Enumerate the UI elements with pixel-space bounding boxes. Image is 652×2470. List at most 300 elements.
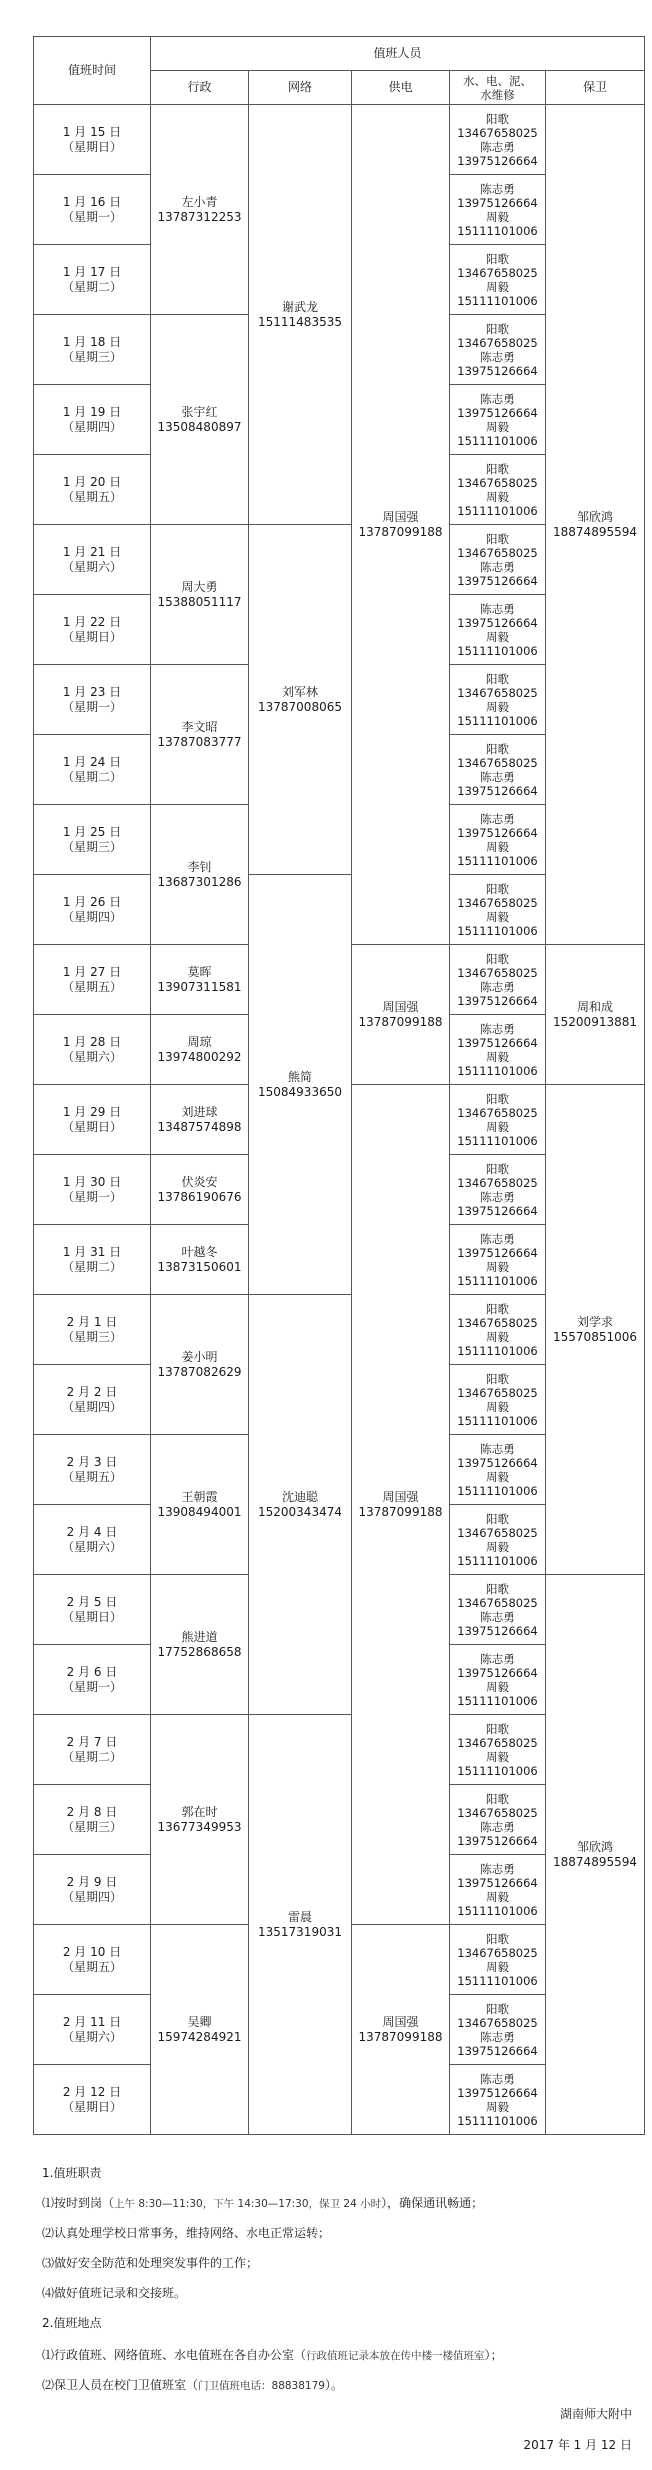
header-network: 网络 — [249, 71, 352, 105]
person-name: 周和成 — [577, 999, 614, 1014]
person-name: 陈志勇 — [480, 1231, 515, 1246]
person-name: 周国强 — [382, 2014, 419, 2029]
person-name: 阳歌 — [486, 951, 509, 966]
person-name: 周琼 — [187, 1034, 212, 1049]
person-phone: 15111101006 — [457, 923, 538, 938]
duty-date — [34, 1855, 151, 1925]
duty-table-body — [34, 105, 645, 2135]
location-item-1: ⑴行政值班、网络值班、水电值班在各自办公室（行政值班记录本放在传中楼一楼值班室）； — [42, 2348, 503, 2362]
person-name: 周毅 — [486, 209, 509, 224]
duty-date — [34, 1225, 151, 1295]
person-phone: 13677349953 — [157, 1819, 242, 1834]
duty-date — [34, 1785, 151, 1855]
person-phone: 15111101006 — [457, 223, 538, 238]
duty-date — [34, 315, 151, 385]
date-label: 2 月 5 日 — [66, 1594, 118, 1609]
date-label: 1 月 23 日 — [62, 684, 122, 699]
location-title: 2.值班地点 — [42, 2316, 102, 2330]
person-phone: 13975126664 — [457, 1203, 538, 1218]
admin-cell — [151, 315, 249, 525]
water-maintenance-cell — [450, 1155, 546, 1225]
person-phone: 13787008065 — [258, 699, 342, 714]
duty-date — [34, 1365, 151, 1435]
duty-date — [34, 1715, 151, 1785]
person-phone: 15111101006 — [457, 1483, 538, 1498]
person-name: 张宇红 — [181, 404, 218, 419]
person-phone: 13467658025 — [457, 1315, 538, 1330]
person-phone: 13975126664 — [457, 1035, 538, 1050]
person-name: 陈志勇 — [480, 769, 515, 784]
person-phone: 13787083777 — [157, 734, 242, 749]
person-phone: 13786190676 — [157, 1189, 242, 1204]
header-water-maintenance — [450, 71, 546, 105]
person-name: 沈迪聪 — [281, 1489, 318, 1504]
person-name: 周毅 — [486, 2099, 509, 2114]
person-phone: 18874895594 — [553, 1854, 637, 1869]
water-maintenance-cell — [450, 1435, 546, 1505]
person-name: 陈志勇 — [480, 1441, 515, 1456]
weekday-label: （星期二） — [61, 1749, 122, 1764]
weekday-label: （星期五） — [61, 489, 122, 504]
person-name: 阳歌 — [486, 1721, 509, 1736]
person-name: 阳歌 — [486, 881, 509, 896]
network-cell — [249, 105, 352, 525]
date-label: 1 月 19 日 — [62, 404, 122, 419]
person-phone: 13467658025 — [457, 545, 538, 560]
duty-date — [34, 1435, 151, 1505]
duty-date — [34, 1925, 151, 1995]
duty-date — [34, 385, 151, 455]
weekday-label: （星期一） — [61, 1679, 122, 1694]
person-name: 熊简 — [287, 1069, 312, 1084]
person-name: 周毅 — [486, 1259, 509, 1274]
weekday-label: （星期日） — [61, 1119, 122, 1134]
person-name: 陈志勇 — [480, 601, 515, 616]
person-name: 周毅 — [486, 489, 509, 504]
person-phone: 13975126664 — [457, 1833, 538, 1848]
duty-item-4: ⑷做好值班记录和交接班。 — [42, 2286, 187, 2300]
person-phone: 15111101006 — [457, 1273, 538, 1288]
person-phone: 13975126664 — [457, 153, 538, 168]
person-name: 周毅 — [486, 629, 509, 644]
person-name: 周大勇 — [181, 579, 218, 594]
security-cell — [546, 1085, 645, 1575]
duty-date — [34, 805, 151, 875]
person-phone: 15974284921 — [157, 2029, 242, 2044]
water-maintenance-cell — [450, 315, 546, 385]
person-phone: 15111101006 — [457, 503, 538, 518]
person-phone: 13467658025 — [457, 1945, 538, 1960]
weekday-label: （星期一） — [61, 699, 122, 714]
weekday-label: （星期四） — [61, 909, 122, 924]
person-name: 周毅 — [486, 1399, 509, 1414]
person-name: 刘学求 — [577, 1314, 614, 1329]
date-label: 2 月 11 日 — [62, 2014, 122, 2029]
admin-cell — [151, 805, 249, 945]
date-label: 2 月 8 日 — [66, 1804, 118, 1819]
weekday-label: （星期三） — [61, 839, 122, 854]
person-name: 周毅 — [486, 1539, 509, 1554]
person-name: 周毅 — [486, 909, 509, 924]
person-name: 陈志勇 — [480, 1651, 515, 1666]
person-phone: 15111101006 — [457, 2113, 538, 2128]
person-phone: 13487574898 — [157, 1119, 242, 1134]
water-maintenance-cell — [450, 1225, 546, 1295]
person-name: 阳歌 — [486, 2001, 509, 2016]
person-name: 陈志勇 — [480, 979, 515, 994]
person-phone: 13467658025 — [457, 895, 538, 910]
person-name: 姜小明 — [181, 1349, 218, 1364]
person-phone: 15111101006 — [457, 1063, 538, 1078]
power-cell — [352, 1925, 450, 2135]
person-phone: 13467658025 — [457, 1385, 538, 1400]
admin-cell — [151, 945, 249, 1015]
header-admin: 行政 — [151, 71, 249, 105]
date-label: 2 月 3 日 — [66, 1454, 118, 1469]
person-phone: 13975126664 — [457, 1665, 538, 1680]
person-name: 陈志勇 — [480, 1189, 515, 1204]
header-water-line: 水、电、泥、 — [463, 73, 532, 88]
person-name: 王朝霞 — [181, 1489, 218, 1504]
water-maintenance-cell — [450, 1785, 546, 1855]
water-maintenance-cell — [450, 2065, 546, 2135]
duty-date — [34, 1505, 151, 1575]
duty-item-2: ⑵认真处理学校日常事务，维持网络、水电正常运转； — [42, 2226, 331, 2240]
person-phone: 13467658025 — [457, 335, 538, 350]
date-label: 1 月 28 日 — [62, 1034, 122, 1049]
admin-cell — [151, 1435, 249, 1575]
water-maintenance-cell — [450, 525, 546, 595]
person-phone: 13687301286 — [157, 874, 242, 889]
person-phone: 15111101006 — [457, 293, 538, 308]
person-phone: 13508480897 — [157, 419, 242, 434]
admin-cell — [151, 105, 249, 315]
water-maintenance-cell — [450, 1925, 546, 1995]
person-name: 周毅 — [486, 1329, 509, 1344]
duty-date — [34, 665, 151, 735]
water-maintenance-cell — [450, 1015, 546, 1085]
water-maintenance-cell — [450, 1365, 546, 1435]
admin-cell — [151, 1015, 249, 1085]
person-name: 陈志勇 — [480, 181, 515, 196]
header-duty-time: 值班时间 — [34, 37, 151, 105]
person-name: 陈志勇 — [480, 811, 515, 826]
security-cell — [546, 105, 645, 945]
date-label: 1 月 24 日 — [62, 754, 122, 769]
person-name: 周毅 — [486, 699, 509, 714]
admin-cell — [151, 665, 249, 805]
person-name: 谢武龙 — [281, 299, 318, 314]
person-name: 陈志勇 — [480, 559, 515, 574]
person-name: 阳歌 — [486, 111, 509, 126]
person-name: 陈志勇 — [480, 2029, 515, 2044]
person-phone: 15111101006 — [457, 1903, 538, 1918]
date-label: 1 月 22 日 — [62, 614, 122, 629]
water-maintenance-cell — [450, 105, 546, 175]
header-water-line: 水维修 — [480, 87, 515, 102]
network-cell — [249, 875, 352, 1295]
date-label: 1 月 21 日 — [62, 544, 122, 559]
duties-title: 1.值班职责 — [42, 2166, 102, 2180]
person-name: 周毅 — [486, 1679, 509, 1694]
network-cell — [249, 525, 352, 875]
person-name: 陈志勇 — [480, 391, 515, 406]
person-name: 陈志勇 — [480, 1609, 515, 1624]
person-name: 阳歌 — [486, 321, 509, 336]
security-cell — [546, 945, 645, 1085]
duty-date — [34, 175, 151, 245]
person-name: 叶越冬 — [181, 1244, 218, 1259]
person-name: 郭在时 — [181, 1804, 218, 1819]
weekday-label: （星期五） — [61, 979, 122, 994]
person-phone: 15111101006 — [457, 1973, 538, 1988]
person-name: 阳歌 — [486, 1091, 509, 1106]
duty-date — [34, 1085, 151, 1155]
person-phone: 15111101006 — [457, 853, 538, 868]
person-phone: 13467658025 — [457, 1175, 538, 1190]
person-phone: 13787099188 — [358, 524, 443, 539]
weekday-label: （星期六） — [61, 1539, 122, 1554]
person-name: 阳歌 — [486, 1791, 509, 1806]
admin-cell — [151, 1155, 249, 1225]
weekday-label: （星期三） — [61, 349, 122, 364]
duty-item-1: ⑴按时到岗（上午 8:30—11:30，下午 14:30—17:30，保卫 24 小时），确保通讯畅通； — [42, 2196, 484, 2210]
person-name: 周毅 — [486, 1469, 509, 1484]
person-name: 雷晨 — [287, 1909, 312, 1924]
water-maintenance-cell — [450, 595, 546, 665]
person-phone: 13975126664 — [457, 363, 538, 378]
admin-cell — [151, 1225, 249, 1295]
admin-cell — [151, 1575, 249, 1715]
duty-date — [34, 1645, 151, 1715]
duty-date — [34, 875, 151, 945]
person-phone: 13975126664 — [457, 1245, 538, 1260]
person-name: 陈志勇 — [480, 139, 515, 154]
person-phone: 13975126664 — [457, 195, 538, 210]
person-phone: 13467658025 — [457, 685, 538, 700]
person-phone: 13467658025 — [457, 265, 538, 280]
person-name: 刘军林 — [281, 684, 318, 699]
person-name: 阳歌 — [486, 1581, 509, 1596]
issue-date: 2017 年 1 月 12 日 — [523, 2438, 632, 2452]
weekday-label: （星期五） — [61, 1469, 122, 1484]
person-name: 邹欣鸿 — [577, 509, 614, 524]
person-phone: 13467658025 — [457, 1525, 538, 1540]
header-duty-staff: 值班人员 — [151, 37, 645, 71]
weekday-label: （星期日） — [61, 2099, 122, 2114]
person-phone: 15111101006 — [457, 1133, 538, 1148]
water-maintenance-cell — [450, 1995, 546, 2065]
person-name: 阳歌 — [486, 1931, 509, 1946]
weekday-label: （星期六） — [61, 1049, 122, 1064]
person-phone: 13975126664 — [457, 1875, 538, 1890]
person-name: 吴卿 — [187, 2014, 212, 2029]
person-name: 李文昭 — [181, 719, 218, 734]
location-item-2: ⑵保卫人员在校门卫值班室（门卫值班电话：88838179）。 — [42, 2378, 343, 2392]
person-phone: 13787099188 — [358, 1504, 443, 1519]
date-label: 2 月 10 日 — [62, 1944, 122, 1959]
person-name: 左小青 — [181, 194, 218, 209]
date-label: 2 月 1 日 — [66, 1314, 118, 1329]
water-maintenance-cell — [450, 945, 546, 1015]
person-name: 阳歌 — [486, 671, 509, 686]
person-name: 周毅 — [486, 279, 509, 294]
date-label: 1 月 18 日 — [62, 334, 122, 349]
person-phone: 15570851006 — [553, 1329, 637, 1344]
date-label: 2 月 6 日 — [66, 1664, 118, 1679]
weekday-label: （星期六） — [61, 559, 122, 574]
water-maintenance-cell — [450, 805, 546, 875]
weekday-label: （星期二） — [61, 279, 122, 294]
admin-cell — [151, 525, 249, 665]
person-phone: 15388051117 — [157, 594, 242, 609]
date-label: 1 月 20 日 — [62, 474, 122, 489]
duty-date — [34, 945, 151, 1015]
water-maintenance-cell — [450, 1645, 546, 1715]
person-phone: 15111483535 — [258, 314, 342, 329]
person-phone: 13467658025 — [457, 125, 538, 140]
person-phone: 13975126664 — [457, 1623, 538, 1638]
person-phone: 13787082629 — [157, 1364, 242, 1379]
water-maintenance-cell — [450, 455, 546, 525]
person-name: 阳歌 — [486, 1371, 509, 1386]
person-phone: 17752868658 — [157, 1644, 242, 1659]
person-phone: 13873150601 — [157, 1259, 242, 1274]
person-name: 阳歌 — [486, 1301, 509, 1316]
person-phone: 13787099188 — [358, 1014, 443, 1029]
person-phone: 15111101006 — [457, 1343, 538, 1358]
duty-date — [34, 1155, 151, 1225]
person-name: 周毅 — [486, 1749, 509, 1764]
person-phone: 13975126664 — [457, 783, 538, 798]
water-maintenance-cell — [450, 1855, 546, 1925]
person-phone: 13467658025 — [457, 1805, 538, 1820]
date-label: 1 月 31 日 — [62, 1244, 122, 1259]
person-phone: 13975126664 — [457, 825, 538, 840]
person-name: 周毅 — [486, 1959, 509, 1974]
water-maintenance-cell — [450, 245, 546, 315]
duty-date — [34, 105, 151, 175]
person-name: 陈志勇 — [480, 1819, 515, 1834]
person-phone: 13975126664 — [457, 2085, 538, 2100]
water-maintenance-cell — [450, 1715, 546, 1785]
person-name: 阳歌 — [486, 461, 509, 476]
person-name: 刘进球 — [181, 1104, 218, 1119]
duty-date — [34, 1995, 151, 2065]
date-label: 2 月 9 日 — [66, 1874, 118, 1889]
duty-date — [34, 1015, 151, 1085]
person-phone: 15111101006 — [457, 1553, 538, 1568]
person-phone: 13787312253 — [157, 209, 242, 224]
person-name: 周毅 — [486, 419, 509, 434]
person-phone: 15111101006 — [457, 1693, 538, 1708]
person-phone: 15084933650 — [258, 1084, 342, 1099]
person-phone: 13467658025 — [457, 1735, 538, 1750]
water-maintenance-cell — [450, 1575, 546, 1645]
person-name: 阳歌 — [486, 1511, 509, 1526]
person-name: 周国强 — [382, 509, 419, 524]
date-label: 2 月 4 日 — [66, 1524, 118, 1539]
person-phone: 13974800292 — [157, 1049, 242, 1064]
admin-cell — [151, 1715, 249, 1925]
person-name: 阳歌 — [486, 251, 509, 266]
weekday-label: （星期三） — [61, 1819, 122, 1834]
weekday-label: （星期三） — [61, 1329, 122, 1344]
duty-date — [34, 525, 151, 595]
power-cell — [352, 105, 450, 945]
weekday-label: （星期四） — [61, 1399, 122, 1414]
org-signature: 湖南师大附中 — [559, 2407, 632, 2421]
weekday-label: （星期五） — [61, 1959, 122, 1974]
person-name: 周毅 — [486, 1049, 509, 1064]
weekday-label: （星期一） — [61, 209, 122, 224]
date-label: 1 月 17 日 — [62, 264, 122, 279]
person-phone: 15111101006 — [457, 713, 538, 728]
date-label: 1 月 30 日 — [62, 1174, 122, 1189]
admin-cell — [151, 1085, 249, 1155]
power-cell — [352, 945, 450, 1085]
weekday-label: （星期四） — [61, 1889, 122, 1904]
water-maintenance-cell — [450, 665, 546, 735]
security-cell — [546, 1575, 645, 2135]
header-power: 供电 — [352, 71, 450, 105]
date-label: 1 月 16 日 — [62, 194, 122, 209]
person-name: 陈志勇 — [480, 349, 515, 364]
person-phone: 13467658025 — [457, 1105, 538, 1120]
person-phone: 13907311581 — [157, 979, 242, 994]
water-maintenance-cell — [450, 1085, 546, 1155]
person-name: 阳歌 — [486, 741, 509, 756]
person-name: 陈志勇 — [480, 1861, 515, 1876]
weekday-label: （星期一） — [61, 1189, 122, 1204]
person-phone: 13975126664 — [457, 405, 538, 420]
water-maintenance-cell — [450, 875, 546, 945]
header-security: 保卫 — [546, 71, 645, 105]
person-name: 莫晖 — [187, 964, 212, 979]
person-name: 李钊 — [187, 859, 212, 874]
date-label: 1 月 29 日 — [62, 1104, 122, 1119]
person-name: 阳歌 — [486, 531, 509, 546]
duty-schedule-table — [33, 36, 645, 2135]
network-cell — [249, 1715, 352, 2135]
person-phone: 13517319031 — [258, 1924, 342, 1939]
person-name: 邹欣鸿 — [577, 1839, 614, 1854]
person-phone: 13908494001 — [157, 1504, 242, 1519]
person-phone: 13975126664 — [457, 2043, 538, 2058]
person-phone: 18874895594 — [553, 524, 637, 539]
weekday-label: （星期四） — [61, 419, 122, 434]
weekday-label: （星期日） — [61, 1609, 122, 1624]
person-phone: 13975126664 — [457, 573, 538, 588]
person-name: 陈志勇 — [480, 1021, 515, 1036]
weekday-label: （星期二） — [61, 769, 122, 784]
person-name: 周毅 — [486, 839, 509, 854]
water-maintenance-cell — [450, 385, 546, 455]
table-row — [34, 105, 645, 175]
date-label: 2 月 2 日 — [66, 1384, 118, 1399]
admin-cell — [151, 1925, 249, 2135]
duty-date — [34, 1575, 151, 1645]
water-maintenance-cell — [450, 735, 546, 805]
person-phone: 15111101006 — [457, 1413, 538, 1428]
person-phone: 13975126664 — [457, 1455, 538, 1470]
person-phone: 15111101006 — [457, 643, 538, 658]
duty-date — [34, 455, 151, 525]
person-phone: 13975126664 — [457, 615, 538, 630]
date-label: 1 月 25 日 — [62, 824, 122, 839]
duty-date — [34, 245, 151, 315]
person-name: 周国强 — [382, 1489, 419, 1504]
